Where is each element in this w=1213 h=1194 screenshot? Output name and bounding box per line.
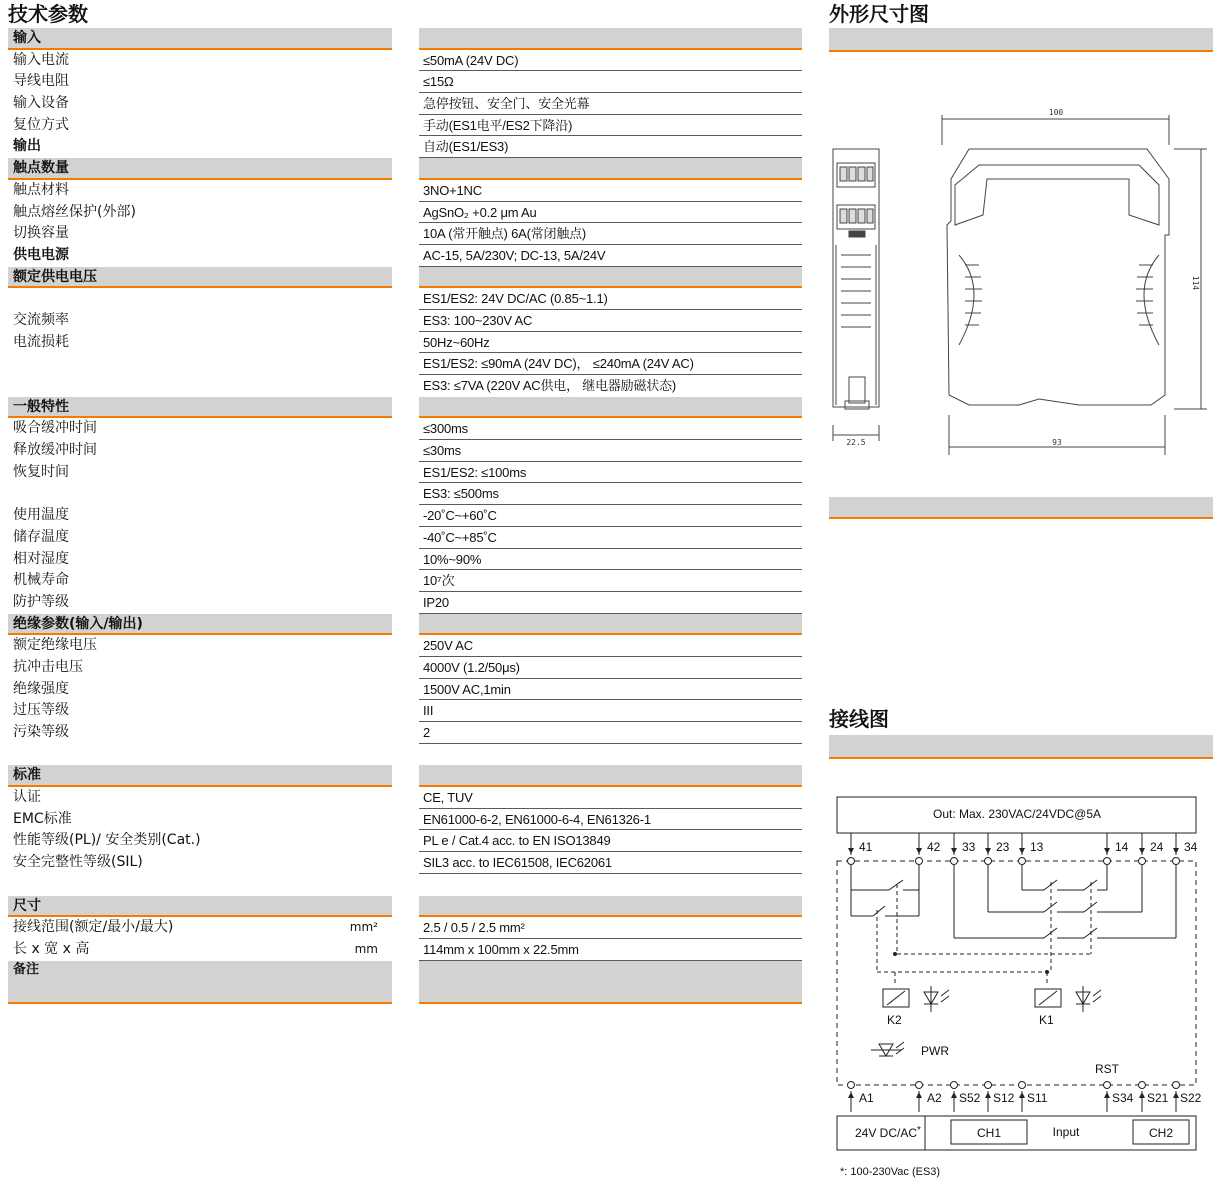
spec-label [8, 353, 392, 375]
dimensions-header-bar [829, 28, 1213, 52]
relay-k1-label: K1 [1039, 1013, 1054, 1027]
spec-label-text: 一般特性 [13, 398, 69, 415]
spec-label-text: 接线范围(额定/最小/最大) [13, 919, 174, 936]
terminal-42: 42 [927, 840, 941, 854]
spec-section-label [8, 614, 392, 636]
spec-label-text: 绝缘强度 [13, 680, 69, 697]
terminal-41: 41 [859, 840, 873, 854]
spec-value: ES3: 100~230V AC [419, 310, 802, 332]
terminal-24: 24 [1150, 840, 1164, 854]
spec-section-value [419, 397, 802, 419]
spec-value: 2 [419, 722, 802, 744]
spec-section-label [8, 765, 392, 787]
spec-value: PL e / Cat.4 acc. to EN ISO13849 [419, 830, 802, 852]
spec-label [8, 592, 392, 614]
spec-label [8, 700, 392, 722]
ch1-label: CH1 [976, 1126, 1002, 1140]
spec-label [8, 809, 392, 831]
spec-label-text: 长 x 宽 x 高 [13, 940, 90, 957]
spec-label [8, 288, 392, 310]
spec-label [8, 136, 392, 158]
ch2-label: CH2 [1148, 1126, 1174, 1140]
spec-label-text: 输入电流 [13, 51, 69, 68]
spec-section-label [8, 896, 392, 918]
spec-value: 2.5 / 0.5 / 2.5 mm² [419, 917, 802, 939]
spec-value: -40˚C~+85˚C [419, 527, 802, 549]
spec-label [8, 505, 392, 527]
spec-label-text: 标准 [13, 767, 41, 784]
output-rating-label: Out: Max. 230VAC/24VDC@5A [932, 807, 1102, 821]
spec-section-label [8, 28, 392, 50]
spec-label-text: 交流频率 [13, 311, 69, 328]
spec-values-column [419, 28, 802, 1004]
dim-bottom-left-label: 22.5 [846, 438, 866, 447]
dimension-drawing [829, 105, 1213, 460]
spec-value: SIL3 acc. to IEC61508, IEC62061 [419, 852, 802, 874]
spec-label-text: 污染等级 [13, 724, 69, 740]
spec-section-value [419, 267, 802, 289]
spec-label-text: 额定绝缘电压 [13, 637, 97, 654]
spec-label [8, 939, 392, 961]
spec-value: 10%~90% [419, 549, 802, 571]
spec-label-text: 吸合缓冲时间 [13, 420, 97, 437]
spec-value: 50Hz~60Hz [419, 332, 802, 354]
spec-label-text: 储存温度 [13, 528, 69, 545]
spec-label [8, 570, 392, 592]
remark-value [419, 961, 802, 1004]
wiring-title: 接线图 [829, 707, 889, 731]
spec-section-value [419, 765, 802, 787]
spec-value: ≤30ms [419, 440, 802, 462]
spec-value: AgSnO₂ +0.2 μm Au [419, 202, 802, 224]
terminal-23: 23 [996, 840, 1010, 854]
spec-section-label [8, 267, 392, 289]
dim-top-label: 100 [1048, 108, 1064, 117]
spec-label [8, 418, 392, 440]
spec-label [8, 787, 392, 809]
spec-label [8, 180, 392, 202]
spec-label [8, 71, 392, 93]
spec-label [8, 657, 392, 679]
terminal-s11: S11 [1027, 1091, 1048, 1105]
spec-label-text: 导线电阻 [13, 73, 69, 90]
terminal-33: 33 [962, 840, 976, 854]
spec-value: ES1/ES2: ≤100ms [419, 462, 802, 484]
terminal-13: 13 [1030, 840, 1044, 854]
spec-label [8, 635, 392, 657]
spec-label-text: 相对湿度 [13, 550, 69, 567]
spec-value: -20˚C~+60˚C [419, 505, 802, 527]
spec-label [8, 375, 392, 397]
specs-title: 技术参数 [8, 2, 88, 26]
spec-label-text: 复位方式 [13, 116, 69, 133]
spec-label [8, 332, 392, 354]
spec-unit: mm [354, 941, 378, 956]
spec-label [8, 50, 392, 72]
spec-label [8, 93, 392, 115]
terminal-s34: S34 [1112, 1091, 1134, 1105]
spec-section-value [419, 614, 802, 636]
spec-label-text: EMC标准 [13, 810, 72, 827]
spec-value: 急停按钮、安全门、安全光幕 [419, 93, 802, 115]
spec-value [419, 744, 802, 766]
spec-label-text: 尺寸 [13, 897, 41, 914]
spec-label [8, 830, 392, 852]
spec-label-text: 认证 [13, 789, 41, 806]
spec-label-text: 绝缘参数(输入/输出) [13, 615, 143, 632]
spec-label-text: 过压等级 [13, 702, 69, 719]
terminal-34: 34 [1184, 840, 1198, 854]
dimensions-title: 外形尺寸图 [829, 2, 929, 26]
spec-value: 1500V AC,1min [419, 679, 802, 701]
spec-label-text: 使用温度 [13, 507, 69, 524]
spec-label-text: 电流损耗 [13, 333, 69, 350]
spec-label-text: 供电电源 [13, 246, 69, 263]
spec-label [8, 310, 392, 332]
spec-label-text: 防护等级 [13, 593, 69, 610]
spec-labels-column [8, 28, 392, 1004]
side-view-body [833, 149, 879, 407]
spec-label [8, 223, 392, 245]
spec-value: 自动(ES1/ES3) [419, 136, 802, 158]
spec-value: ≤15Ω [419, 71, 802, 93]
terminal-14: 14 [1115, 840, 1129, 854]
wiring-header-bar [829, 735, 1213, 759]
spec-label [8, 874, 392, 896]
spec-label [8, 440, 392, 462]
spec-label-text: 输入 [13, 30, 41, 46]
spec-value: 250V AC [419, 635, 802, 657]
spec-unit: mm² [349, 920, 378, 935]
spec-section-label [8, 397, 392, 419]
spec-label-text: 额定供电电压 [13, 268, 97, 285]
spec-value: ≤50mA (24V DC) [419, 50, 802, 72]
spec-label-text: 触点数量 [13, 160, 69, 177]
terminal-s22: S22 [1180, 1091, 1202, 1105]
spec-value: ES3: ≤7VA (220V AC供电， 继电器励磁状态) [423, 378, 677, 393]
spec-label [8, 722, 392, 744]
dimensions-footer-bar [829, 497, 1213, 519]
spec-value: EN61000-6-2, EN61000-6-4, EN61326-1 [419, 809, 802, 831]
spec-value: 10A (常开触点) 6A(常闭触点) [419, 223, 802, 245]
spec-label-text: 安全完整性等级(SIL) [13, 854, 143, 871]
spec-section-value [419, 896, 802, 918]
spec-value: 114mm x 100mm x 22.5mm [419, 939, 802, 961]
spec-label-text: 性能等级(PL)/ 安全类别(Cat.) [13, 832, 201, 849]
pwr-label: PWR [921, 1044, 949, 1058]
spec-label-text: 输出 [13, 138, 41, 155]
spec-value: ES1/ES2: ≤90mA (24V DC)， ≤240mA (24V AC) [419, 353, 802, 375]
wiring-diagram [829, 792, 1213, 1162]
spec-value: 4000V (1.2/50μs) [419, 657, 802, 679]
terminal-a1: A1 [859, 1091, 874, 1105]
spec-section-value [419, 158, 802, 180]
spec-label-text: 切换容量 [13, 225, 69, 242]
terminal-a2: A2 [927, 1091, 942, 1105]
spec-label [8, 115, 392, 137]
spec-label [8, 549, 392, 571]
spec-value: 10⁷次 [419, 570, 802, 592]
spec-label [8, 483, 392, 505]
spec-section-label [8, 158, 392, 180]
dim-right-label: 114 [1191, 275, 1200, 291]
spec-value [419, 874, 802, 896]
spec-value: ES1/ES2: 24V DC/AC (0.85~1.1) [419, 288, 802, 310]
spec-label [8, 527, 392, 549]
spec-label-text: 触点熔丝保护(外部) [13, 203, 136, 220]
spec-label [8, 852, 392, 874]
spec-label-text: 触点材料 [13, 181, 69, 198]
terminal-s12: S12 [993, 1091, 1015, 1105]
dim-bottom-label: 93 [1052, 438, 1062, 447]
spec-label [8, 245, 392, 267]
spec-label-text: 机械寿命 [13, 572, 69, 589]
spec-value: IP20 [419, 592, 802, 614]
spec-label-text: 释放缓冲时间 [13, 442, 97, 459]
spec-value: AC-15, 5A/230V; DC-13, 5A/24V [419, 245, 802, 267]
spec-label [8, 917, 392, 939]
spec-label [8, 744, 392, 766]
spec-label-text: 恢复时间 [13, 463, 69, 480]
spec-section-value [419, 28, 802, 50]
terminal-s21: S21 [1147, 1091, 1169, 1105]
relay-k2-label: K2 [887, 1013, 902, 1027]
remark-label: 备注 [8, 961, 392, 1004]
spec-value: 手动(ES1电平/ES2下降沿) [419, 115, 802, 137]
supply-label: 24V DC/AC* [855, 1125, 921, 1140]
spec-label [8, 202, 392, 224]
input-label: Input [1052, 1125, 1080, 1139]
spec-value: ES3: ≤500ms [419, 483, 802, 505]
spec-value: CE, TUV [419, 787, 802, 809]
spec-label-text: 输入设备 [13, 95, 69, 112]
rst-label: RST [1095, 1062, 1119, 1076]
spec-value: ≤300ms [419, 418, 802, 440]
spec-label [8, 679, 392, 701]
spec-label-text: 抗冲击电压 [13, 658, 83, 675]
spec-label [8, 462, 392, 484]
terminal-s52: S52 [959, 1091, 981, 1105]
spec-value: 3NO+1NC [419, 180, 802, 202]
spec-value: III [419, 700, 802, 722]
footnote: *: 100-230Vac (ES3) [840, 1166, 941, 1178]
